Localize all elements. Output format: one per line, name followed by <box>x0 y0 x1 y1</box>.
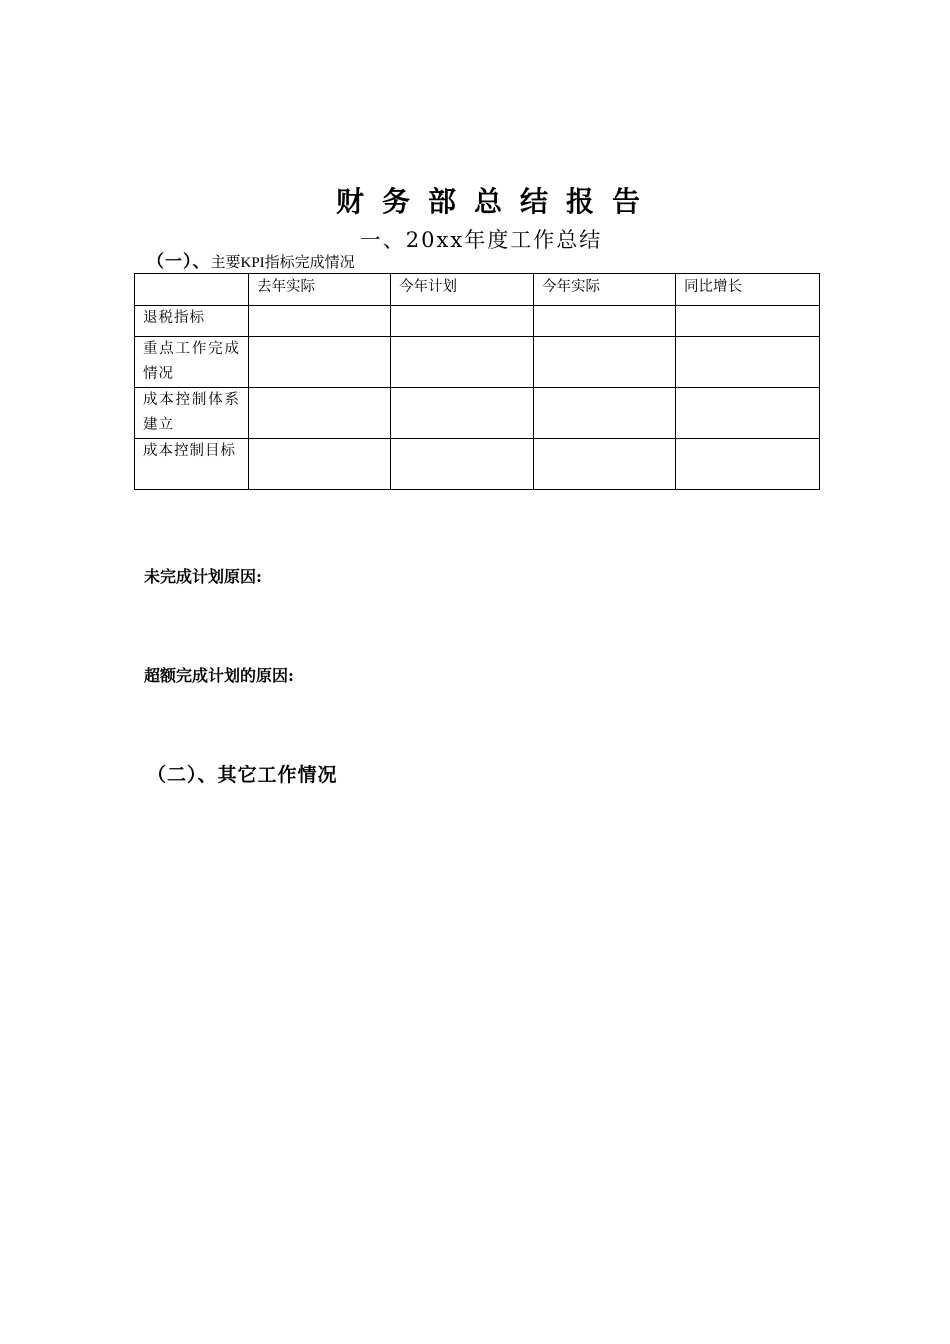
header-cell-this-year-plan: 今年计划 <box>391 274 534 306</box>
table-cell <box>676 388 820 439</box>
document-title: 财务部总结报告 <box>335 185 658 218</box>
header-cell-this-year-actual: 今年实际 <box>534 274 676 306</box>
table-header-row <box>135 274 820 306</box>
table-cell <box>534 337 676 388</box>
table-cell <box>534 306 676 337</box>
header-cell-empty <box>135 274 249 306</box>
table-cell <box>391 306 534 337</box>
section-2-heading: （二）、其它工作情况 <box>147 764 338 786</box>
header-cell-yoy-growth: 同比增长 <box>676 274 820 306</box>
row-label-tax-refund: 退税指标 <box>135 306 249 337</box>
header-cell-last-year-actual: 去年实际 <box>249 274 391 306</box>
table-row <box>135 439 820 490</box>
row-label-cost-control-target: 成本控制目标 <box>135 439 249 490</box>
table-cell <box>391 439 534 490</box>
table-cell <box>534 439 676 490</box>
table-row <box>135 337 820 388</box>
section-1-title: 主要KPI指标完成情况 <box>210 255 355 271</box>
table-cell <box>391 388 534 439</box>
kpi-table <box>134 273 820 490</box>
table-cell <box>249 306 391 337</box>
section-1-number: （一）、 <box>147 252 211 272</box>
table-cell <box>249 337 391 388</box>
unfinished-reason-label: 未完成计划原因: <box>144 567 262 586</box>
table-cell <box>676 337 820 388</box>
table-row <box>135 306 820 337</box>
table-cell <box>391 337 534 388</box>
table-cell <box>676 439 820 490</box>
table-row <box>135 388 820 439</box>
document-subtitle: 一、20xx年度工作总结 <box>359 228 603 252</box>
row-label-cost-control-system: 成本控制体系建立 <box>135 388 249 439</box>
table-cell <box>249 388 391 439</box>
table-cell <box>676 306 820 337</box>
table-cell <box>249 439 391 490</box>
table-cell <box>534 388 676 439</box>
exceeded-reason-label: 超额完成计划的原因: <box>144 666 294 685</box>
row-label-key-work: 重点工作完成情况 <box>135 337 249 388</box>
